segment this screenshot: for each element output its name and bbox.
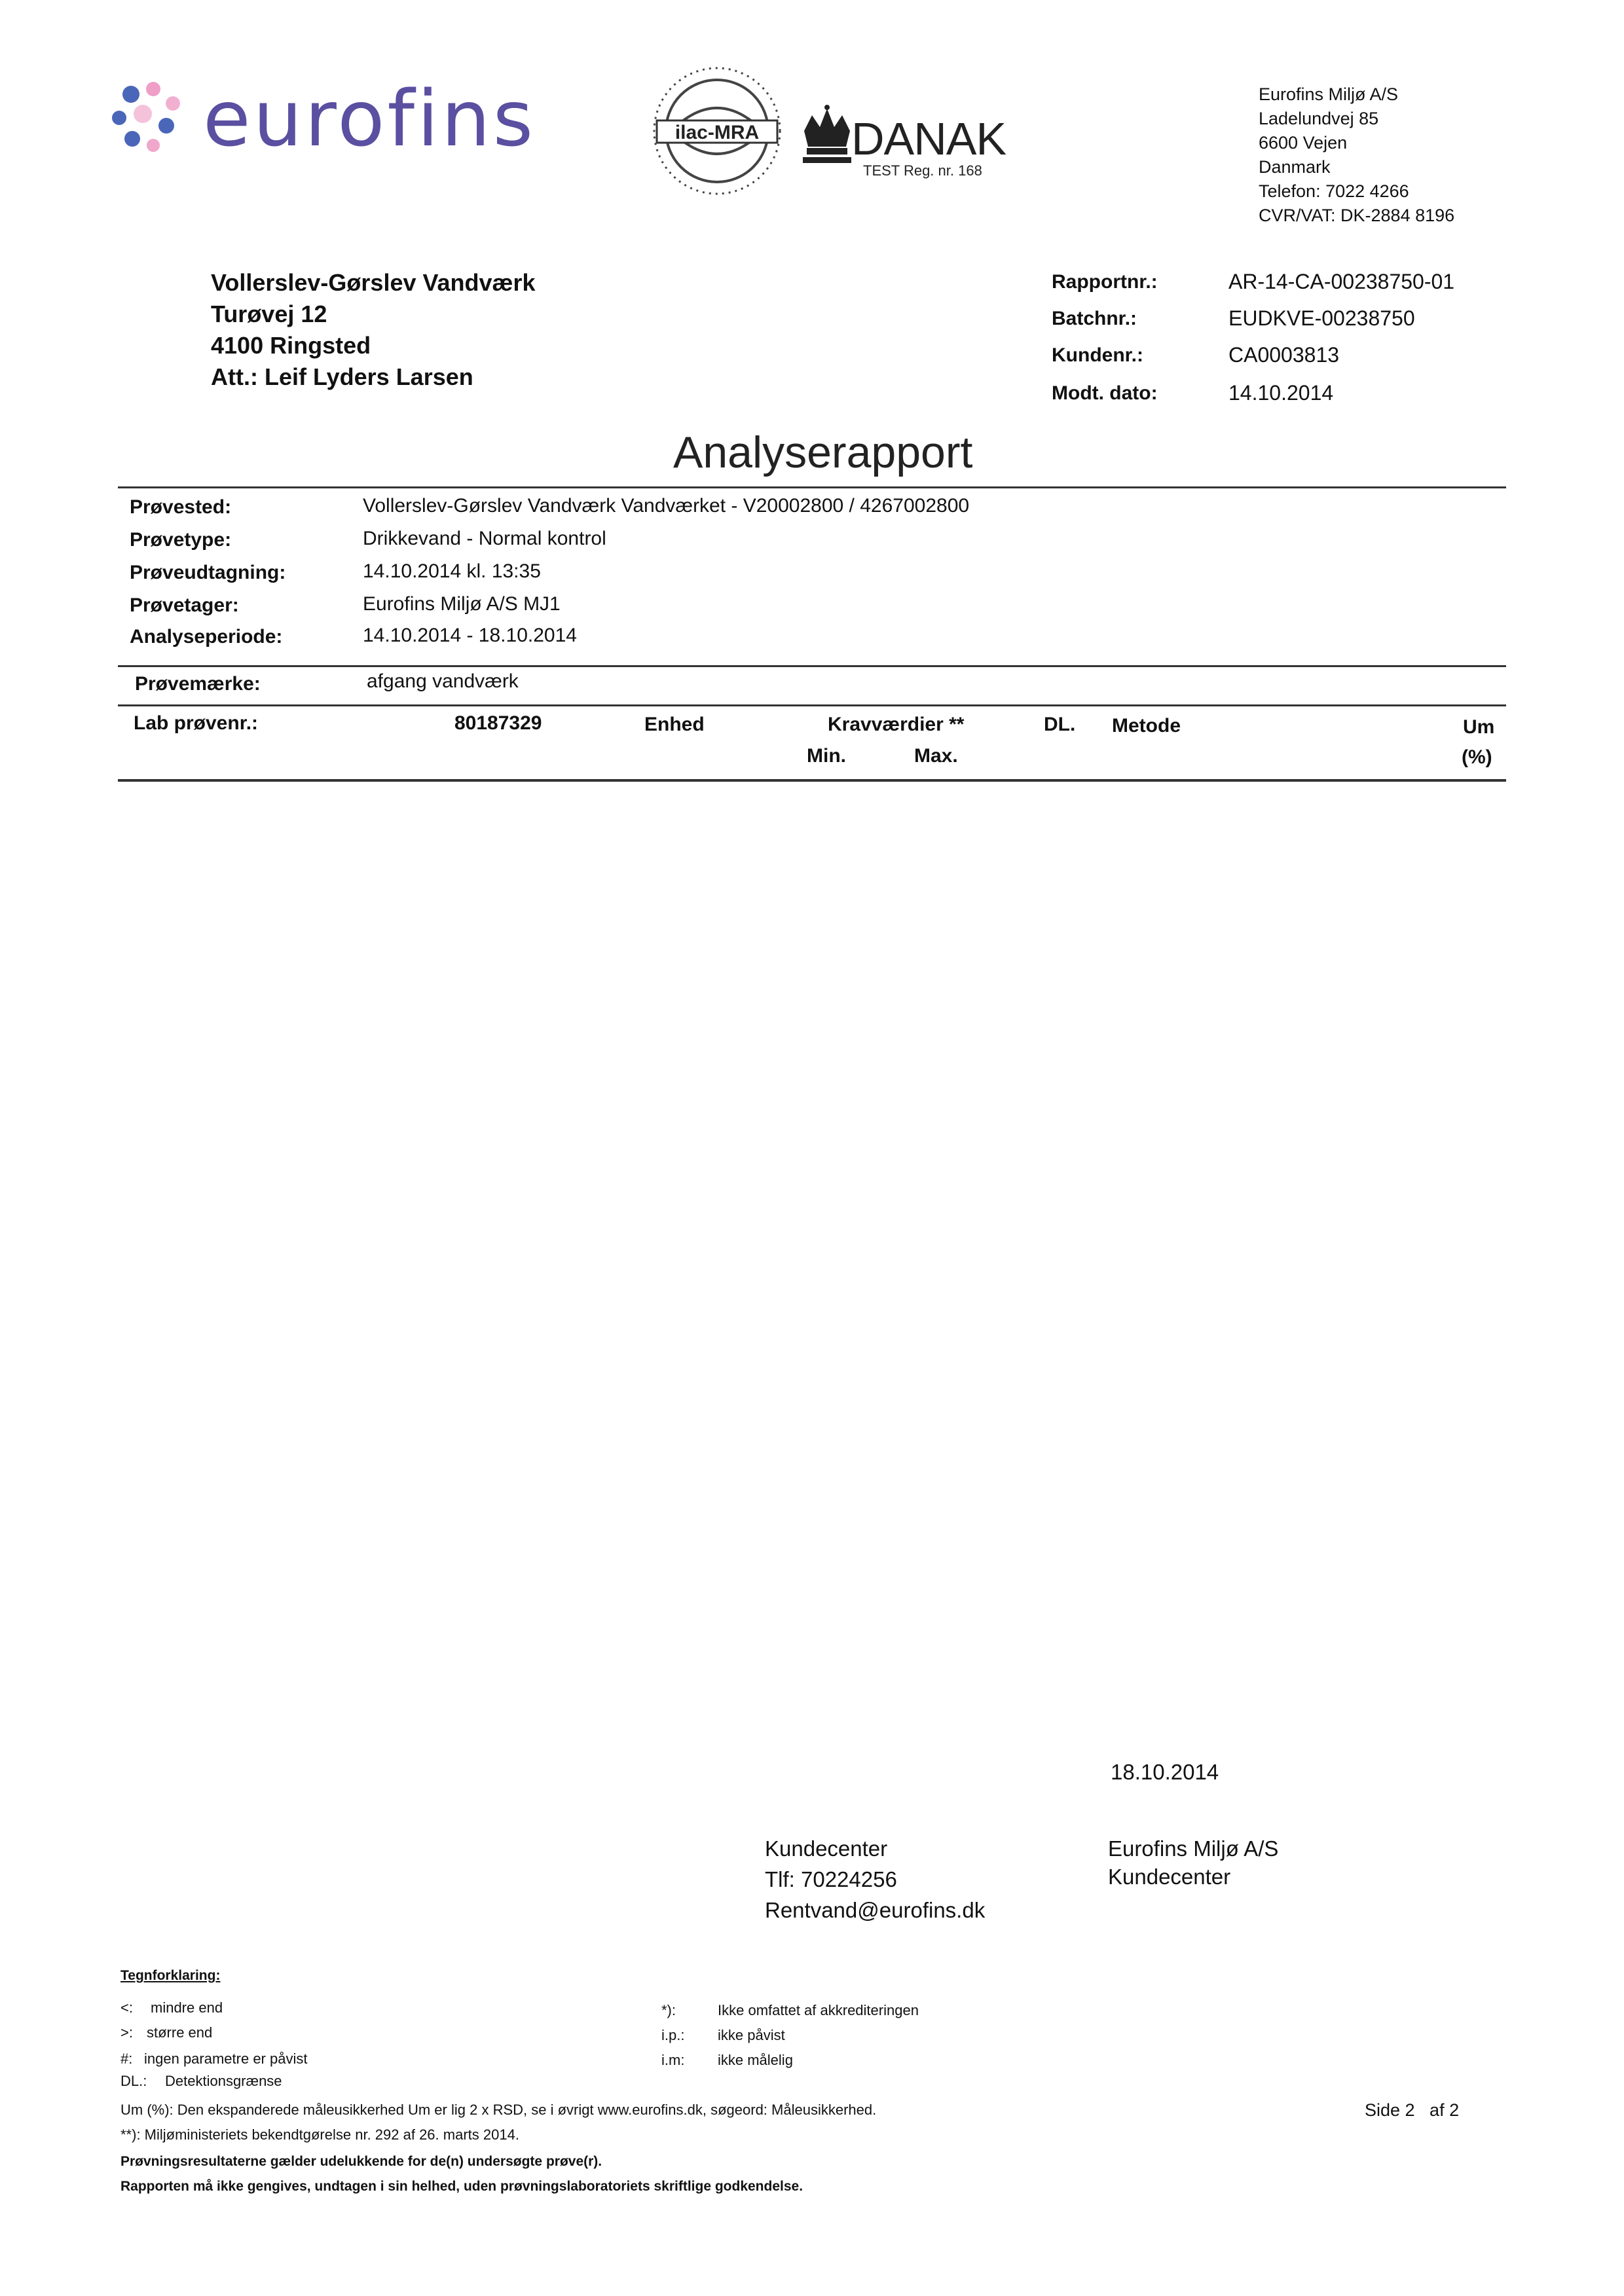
column-limits: Kravværdier ** <box>828 714 965 735</box>
legend-symbol: #: <box>120 2050 133 2067</box>
divider <box>118 779 1506 782</box>
column-min: Min. <box>807 745 846 767</box>
meta-value: 14.10.2014 <box>1228 381 1334 405</box>
customer-line: Att.: Leif Lyders Larsen <box>211 363 473 390</box>
info-value: 14.10.2014 kl. 13:35 <box>363 560 541 582</box>
legend-symbol: *): <box>661 2002 676 2018</box>
info-label: Prøvetager: <box>130 594 239 616</box>
meta-label: Kundenr.: <box>1052 344 1143 366</box>
legend-text: ingen parametre er påvist <box>144 2050 308 2067</box>
customer-line: 4100 Ringsted <box>211 332 371 359</box>
info-value: Drikkevand - Normal kontrol <box>363 528 606 549</box>
legend-symbol: DL.: <box>120 2073 147 2089</box>
kundecenter-line: Kundecenter <box>765 1836 888 1861</box>
kundecenter-signature <box>1108 1833 1278 1892</box>
customer-line: Turøvej 12 <box>211 301 327 327</box>
legend-text: ikke målelig <box>718 2052 793 2068</box>
ilac-label: ilac-MRA <box>674 122 760 143</box>
column-um-pct: (%) <box>1462 746 1492 768</box>
legend-title: Tegnforklaring: <box>120 1968 221 1983</box>
legend-text: Ikke omfattet af akkrediteringen <box>718 2002 919 2018</box>
kundecenter-email[interactable]: Rentvand@eurofins.dk <box>765 1898 986 1922</box>
address-line: Telefon: 7022 4266 <box>1259 181 1409 201</box>
sample-mark-label: Prøvemærke: <box>135 673 261 695</box>
danak-label: DANAK <box>851 113 1006 164</box>
meta-label: Modt. dato: <box>1052 382 1158 404</box>
validity-note: Prøvningsresultaterne gælder udelukkende for de(n) undersøgte prøve(r). <box>120 2154 602 2169</box>
legend-text: Detektionsgrænse <box>165 2073 282 2089</box>
sample-mark-value: afgang vandværk <box>367 670 519 692</box>
kundecenter-line: Kundecenter <box>1108 1865 1231 1889</box>
legend-text: ikke påvist <box>718 2027 785 2043</box>
column-method: Metode <box>1112 715 1181 737</box>
info-label: Prøvetype: <box>130 529 232 551</box>
legend-text: mindre end <box>151 1999 223 2016</box>
crown-icon <box>800 105 854 165</box>
info-value: 14.10.2014 - 18.10.2014 <box>363 625 577 646</box>
info-value: Eurofins Miljø A/S MJ1 <box>363 593 561 615</box>
lab-sample-number: 80187329 <box>454 712 542 734</box>
info-label: Prøveudtagning: <box>130 562 286 583</box>
kundecenter-line: Eurofins Miljø A/S <box>1108 1836 1279 1861</box>
brand-name: eurofins <box>203 73 536 164</box>
column-um: Um <box>1463 716 1495 738</box>
customer-address <box>211 267 536 393</box>
meta-value: CA0003813 <box>1228 343 1340 367</box>
page-indicator: Side 2 af 2 <box>1365 2100 1460 2120</box>
lab-sample-label: Lab prøvenr.: <box>134 712 259 734</box>
legend-symbol: i.p.: <box>661 2027 685 2043</box>
meta-value: AR-14-CA-00238750-01 <box>1228 270 1455 293</box>
reproduction-note: Rapporten må ikke gengives, undtagen i sin helhed, uden prøvningslaboratoriets skriftlige godkendelse. <box>120 2179 803 2194</box>
legend-symbol: <: <box>120 1999 133 2016</box>
address-line: CVR/VAT: DK-2884 8196 <box>1259 206 1455 225</box>
meta-label: Batchnr.: <box>1052 308 1137 329</box>
signature-date: 18.10.2014 <box>1111 1760 1219 1784</box>
info-label: Prøvested: <box>130 496 232 518</box>
company-address <box>1259 82 1454 228</box>
law-note: **): Miljøministeriets bekendtgørelse nr. 292 af 26. marts 2014. <box>120 2126 519 2143</box>
page-title: Analyserapport <box>673 428 973 477</box>
address-line: Danmark <box>1259 157 1331 177</box>
info-label: Analyseperiode: <box>130 626 283 647</box>
column-unit: Enhed <box>644 714 705 735</box>
um-note: Um (%): Den ekspanderede måleusikkerhed Um er lig 2 x RSD, se i øvrigt www.eurofins.dk, søgeord: Måleusikkerhed. <box>120 2102 877 2118</box>
legend-symbol: >: <box>120 2024 133 2041</box>
divider <box>118 486 1506 488</box>
divider <box>118 704 1506 706</box>
divider <box>118 665 1506 667</box>
kundecenter-phone: Tlf: 70224256 <box>765 1867 897 1891</box>
test-reg-label: TEST Reg. nr. 168 <box>863 162 982 179</box>
column-dl: DL. <box>1044 714 1076 735</box>
address-line: 6600 Vejen <box>1259 133 1348 153</box>
meta-label: Rapportnr.: <box>1052 271 1158 293</box>
ilac-seal <box>645 59 789 203</box>
kundecenter-contact <box>765 1833 985 1925</box>
eurofins-dots-icon <box>110 80 189 158</box>
customer-line: Vollerslev-Gørslev Vandværk <box>211 269 536 296</box>
column-max: Max. <box>914 745 958 767</box>
address-line: Ladelundvej 85 <box>1259 109 1379 128</box>
legend-symbol: i.m: <box>661 2052 685 2068</box>
address-line: Eurofins Miljø A/S <box>1259 84 1399 104</box>
meta-value: EUDKVE-00238750 <box>1228 306 1415 330</box>
info-value: Vollerslev-Gørslev Vandværk Vandværket - V20002800 / 4267002800 <box>363 495 970 517</box>
legend-text: større end <box>147 2024 213 2041</box>
